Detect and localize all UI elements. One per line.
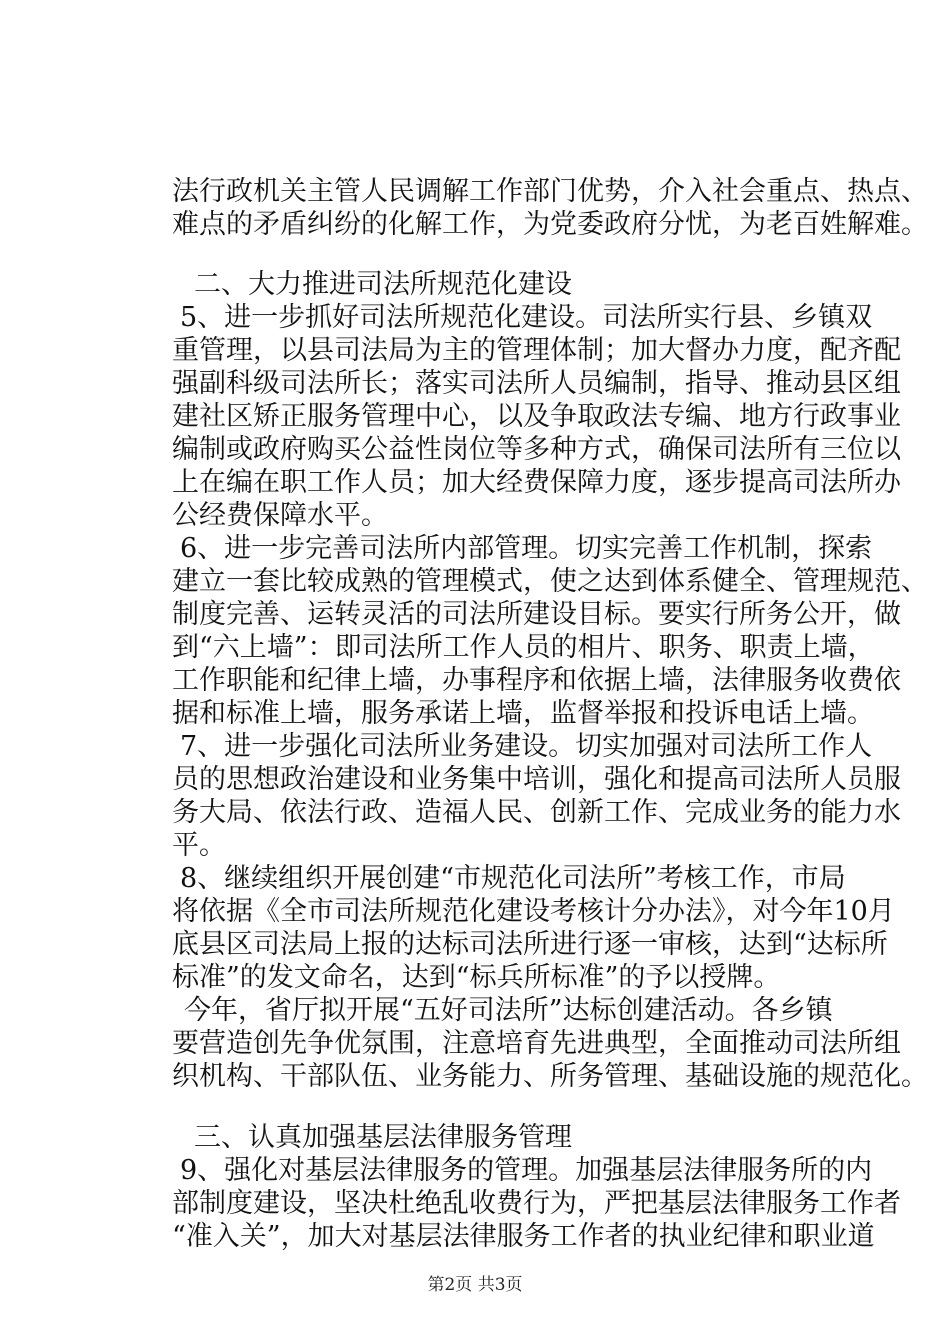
body-text-line: “准入关”，加大对基层法律服务工作者的执业纪律和职业道 [172, 1221, 875, 1252]
paragraph-start: 今年，省厅拟开展“五好司法所”达标创建活动。各乡镇 [184, 995, 833, 1026]
body-text-line: 重管理，以县司法局为主的管理体制；加大督办力度，配齐配 [172, 335, 901, 366]
body-text-line: 建社区矫正服务管理中心，以及争取政法专编、地方行政事业 [172, 401, 901, 432]
paragraph-start: 9、强化对基层法律服务的管理。加强基层法律服务所的内 [180, 1155, 873, 1186]
body-text-line: 将依据《全市司法所规范化建设考核计分办法》，对今年10月 [172, 896, 895, 927]
body-text-line: 要营造创先争优氛围，注意培育先进典型，全面推动司法所组 [172, 1028, 901, 1059]
section-heading: 二、大力推进司法所规范化建设 [194, 269, 572, 300]
section-heading: 三、认真加强基层法律服务管理 [194, 1122, 572, 1153]
body-text-line: 上在编在职工作人员；加大经费保障力度，逐步提高司法所办 [172, 467, 901, 498]
body-text-line: 织机构、干部队伍、业务能力、所务管理、基础设施的规范化。 [172, 1061, 928, 1092]
body-text-line: 法行政机关主管人民调解工作部门优势，介入社会重点、热点、 [172, 176, 928, 207]
paragraph-start: 8、继续组织开展创建“市规范化司法所”考核工作，市局 [180, 863, 846, 894]
body-text-line: 平。 [172, 830, 226, 861]
page-number-footer: 第2页 共3页 [427, 1275, 523, 1295]
body-text-line: 建立一套比较成熟的管理模式，使之达到体系健全、管理规范、 [172, 566, 928, 597]
paragraph-start: 7、进一步强化司法所业务建设。切实加强对司法所工作人 [180, 731, 873, 762]
body-text-line: 强副科级司法所长；落实司法所人员编制，指导、推动县区组 [172, 368, 901, 399]
paragraph-start: 6、进一步完善司法所内部管理。切实完善工作机制，探索 [180, 533, 873, 564]
body-text-line: 员的思想政治建设和业务集中培训，强化和提高司法所人员服 [172, 764, 901, 795]
body-text-line: 标准”的发文命名，达到“标兵所标准”的予以授牌。 [172, 962, 781, 993]
body-text-line: 公经费保障水平。 [172, 500, 388, 531]
body-text-line: 工作职能和纪律上墙，办事程序和依据上墙，法律服务收费依 [172, 665, 901, 696]
body-text-line: 务大局、依法行政、造福人民、创新工作、完成业务的能力水 [172, 797, 901, 828]
body-text-line: 难点的矛盾纠纷的化解工作，为党委政府分忧，为老百姓解难。 [172, 209, 928, 240]
body-text-line: 编制或政府购买公益性岗位等多种方式，确保司法所有三位以 [172, 434, 901, 465]
body-text-line: 到“六上墙”：即司法所工作人员的相片、职务、职责上墙， [172, 632, 875, 663]
body-text-line: 制度完善、运转灵活的司法所建设目标。要实行所务公开，做 [172, 599, 901, 630]
body-text-line: 底县区司法局上报的达标司法所进行逐一审核，达到“达标所 [172, 929, 888, 960]
paragraph-start: 5、进一步抓好司法所规范化建设。司法所实行县、乡镇双 [180, 302, 873, 333]
body-text-line: 部制度建设，坚决杜绝乱收费行为，严把基层法律服务工作者 [172, 1188, 901, 1219]
body-text-line: 据和标准上墙，服务承诺上墙，监督举报和投诉电话上墙。 [172, 698, 874, 729]
